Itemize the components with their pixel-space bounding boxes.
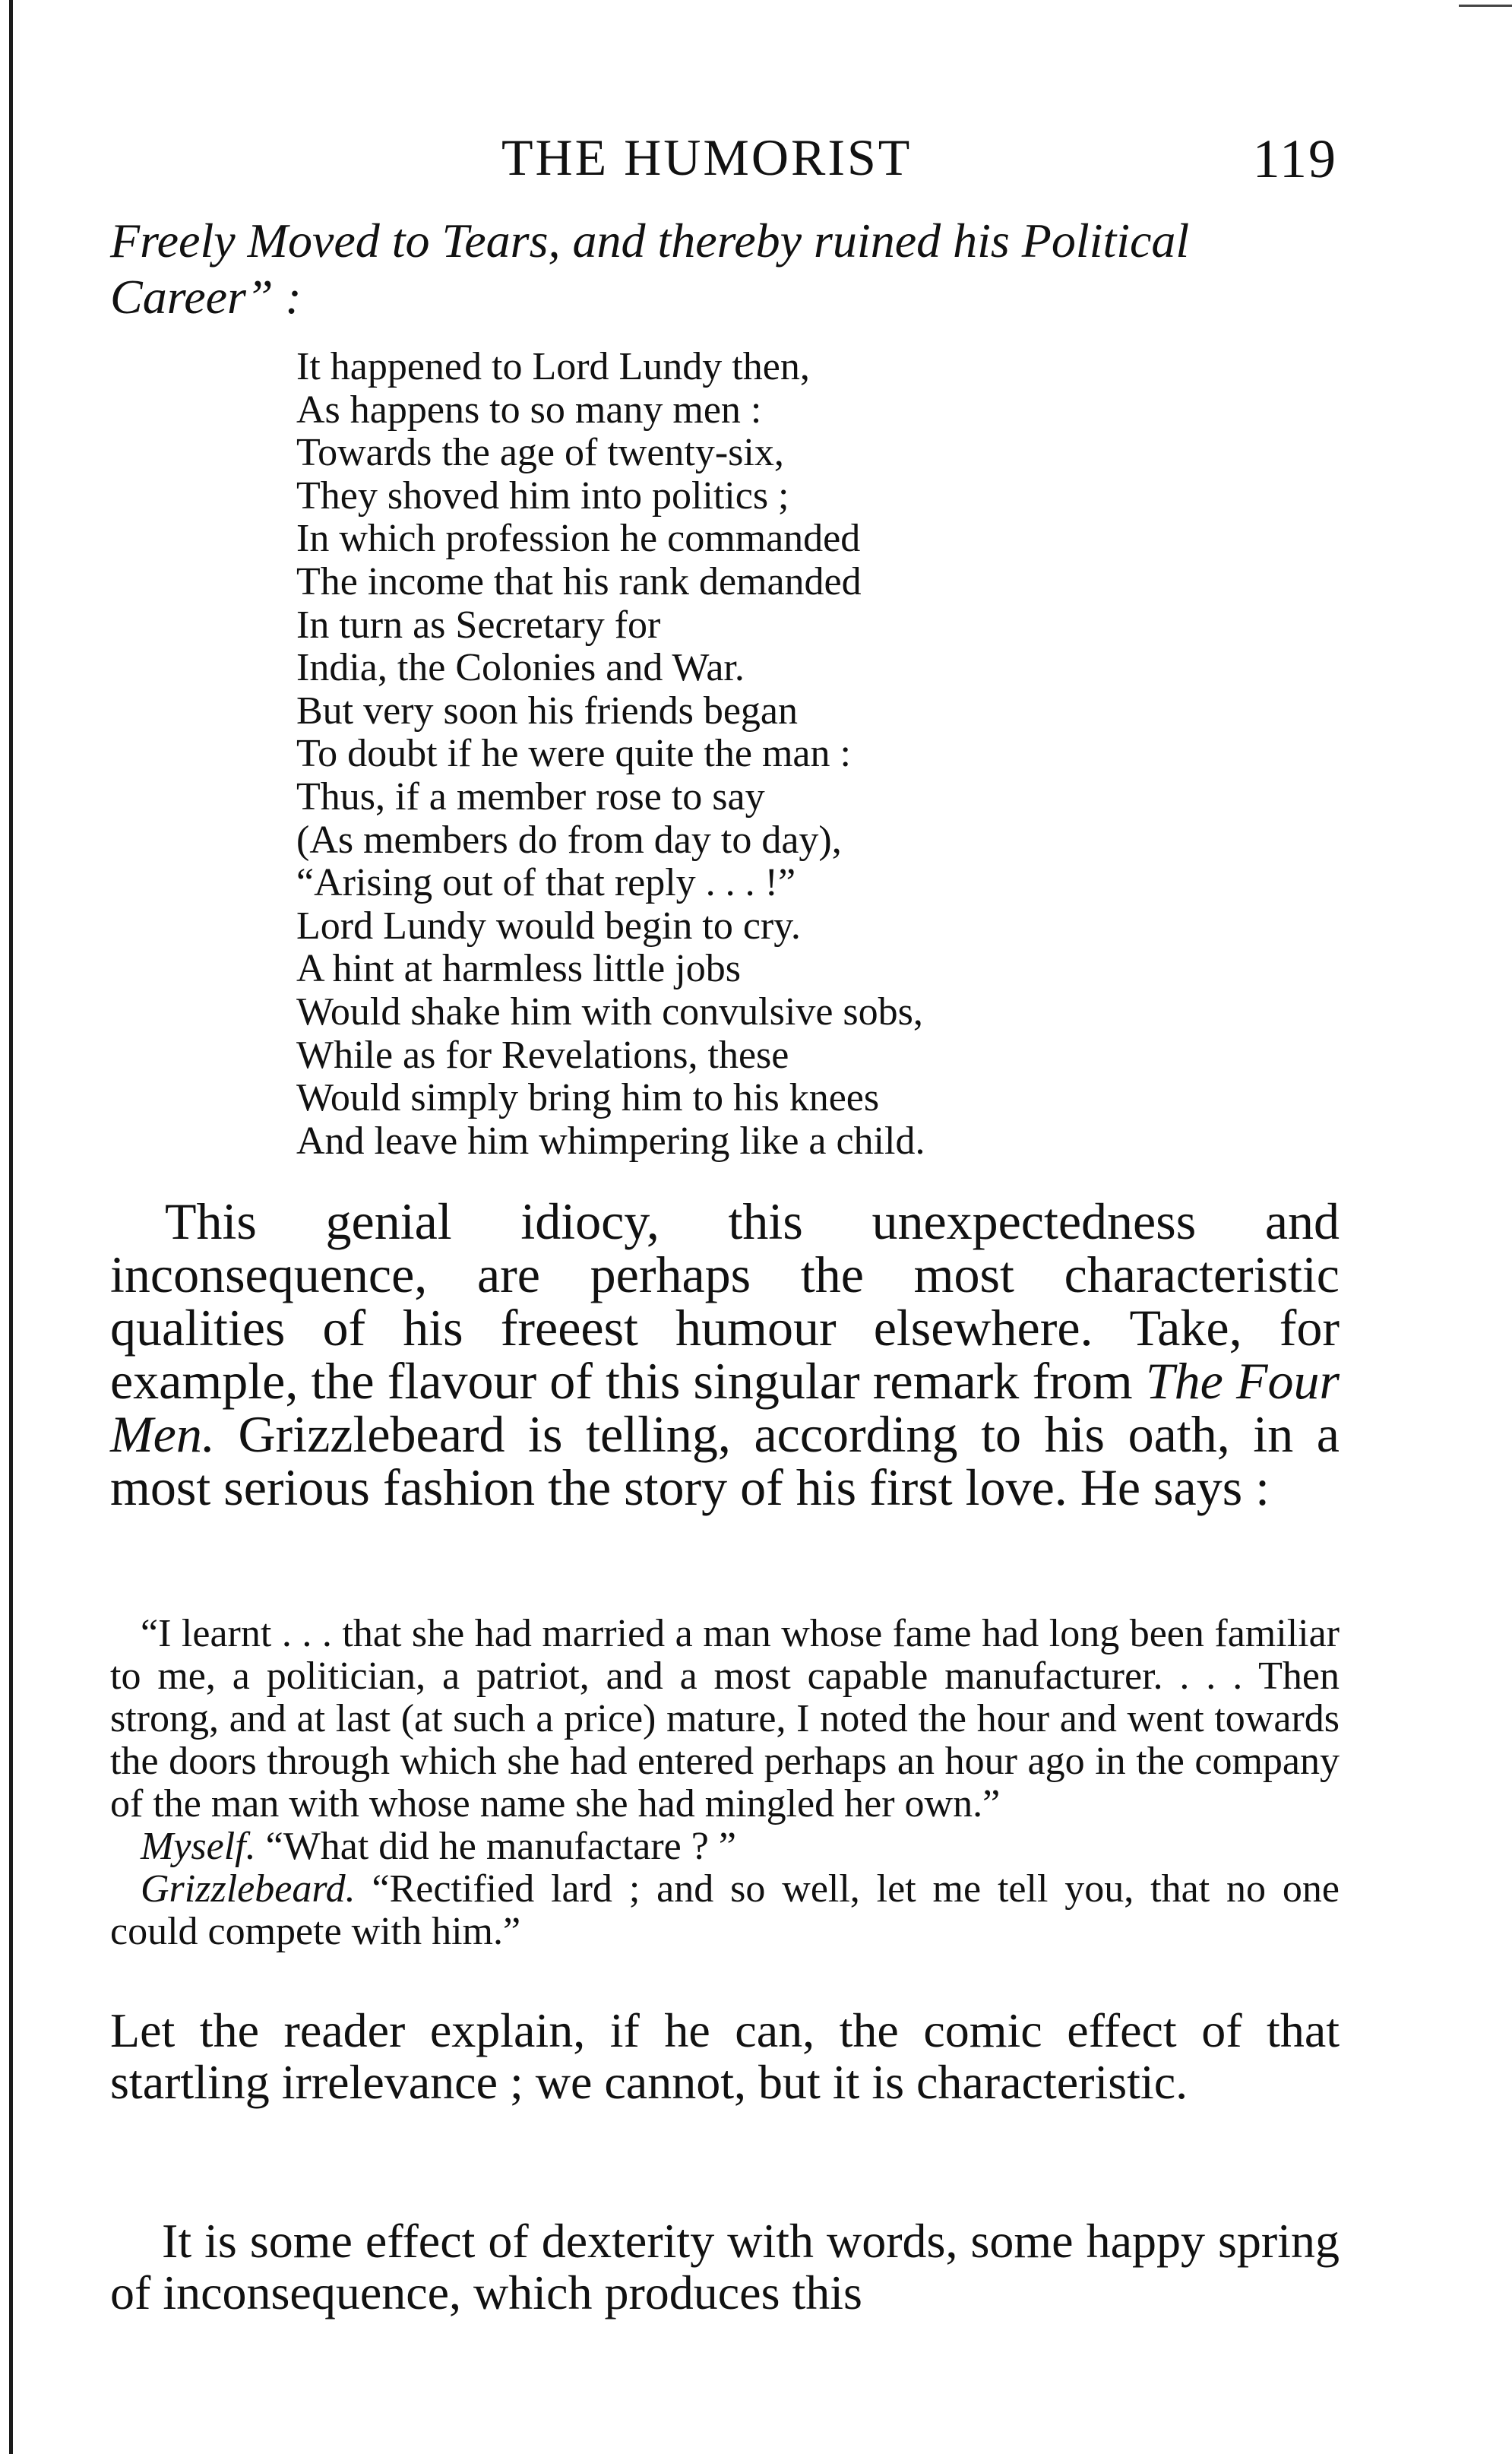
paragraph-dexterity: It is some effect of dexterity with words, some happy spring of inconsequence, which produces this xyxy=(110,2214,1340,2319)
dialog-line xyxy=(110,1825,1340,1868)
poem-line: But very soon his friends began xyxy=(296,689,799,733)
poem-line: A hint at harmless little jobs xyxy=(296,947,741,991)
poem-line: As happens to so many men : xyxy=(296,388,762,432)
poem xyxy=(296,346,925,1163)
running-head: THE HUMORIST xyxy=(501,128,913,186)
dialog-text: “Rectified lard ; and so well, let me tell you, that no one could compete with him.” xyxy=(110,1867,1340,1953)
poem-line: Towards the age of twenty-six, xyxy=(296,431,784,475)
poem-line: Thus, if a member rose to say xyxy=(296,774,765,819)
dialog-text: “What did he manufactare ? ” xyxy=(265,1825,736,1868)
dialog-line xyxy=(110,1868,1340,1953)
speaker-name: Grizzlebeard. xyxy=(141,1867,356,1911)
poem-line: While as for Revelations, these xyxy=(296,1033,789,1077)
corner-mark xyxy=(1459,5,1512,7)
poem-line: In turn as Secretary for xyxy=(296,603,661,647)
poem-line: It happened to Lord Lundy then, xyxy=(296,345,810,388)
paragraph-text: Grizzlebeard is telling, according to his oath, in a most serious fashion the story of his first love. He says : xyxy=(110,1405,1340,1516)
page-number: 119 xyxy=(1252,128,1337,189)
poem-line: Would shake him with convulsive sobs, xyxy=(296,990,923,1034)
poem-line: “Arising out of that reply . . . !” xyxy=(296,861,796,905)
block-quote xyxy=(110,1613,1340,1953)
poem-title-continuation: Freely Moved to Tears, and thereby ruined his Political Career” : xyxy=(110,214,1190,324)
paragraph-text: This genial idiocy, this unexpectedness and inconsequence, are perhaps the most characteristic qualities of his freeest humour elsewhere. Take, for example, the flavour of this singular remark from xyxy=(110,1192,1340,1410)
poem-line: In which profession he commanded xyxy=(296,517,861,561)
paragraph-reader-explain: Let the reader explain, if he can, the comic effect of that startling irrelevance ; we cannot, but it is characteristic. xyxy=(110,2003,1340,2109)
page-edge-line xyxy=(9,0,13,2454)
poem-line: Would simply bring him to his knees xyxy=(296,1076,880,1120)
poem-line: And leave him whimpering like a child. xyxy=(296,1119,925,1163)
page-header xyxy=(106,128,1337,196)
poem-line: The income that his rank demanded xyxy=(296,559,862,603)
poem-line: India, the Colonies and War. xyxy=(296,646,745,690)
book-title: The Four Men. xyxy=(110,1352,1340,1463)
poem-line: Lord Lundy would begin to cry. xyxy=(296,904,801,948)
quote-paragraph: “I learnt . . . that she had married a man whose fame had long been familiar to me, a politician, a patriot, and a most capable manufacturer. . . . Then strong, and at last (at such a price) mature, I noted the hour and went towards the doors through which she had entered perhaps an hour ago in the company of the man with whose name she had mingled her own.” xyxy=(110,1612,1340,1825)
speaker-name: Myself. xyxy=(141,1825,256,1868)
poem-line: (As members do from day to day), xyxy=(296,818,842,862)
poem-line: To doubt if he were quite the man : xyxy=(296,732,851,776)
poem-line: They shoved him into politics ; xyxy=(296,473,789,518)
paragraph-genial-idiocy xyxy=(110,1192,1340,1516)
